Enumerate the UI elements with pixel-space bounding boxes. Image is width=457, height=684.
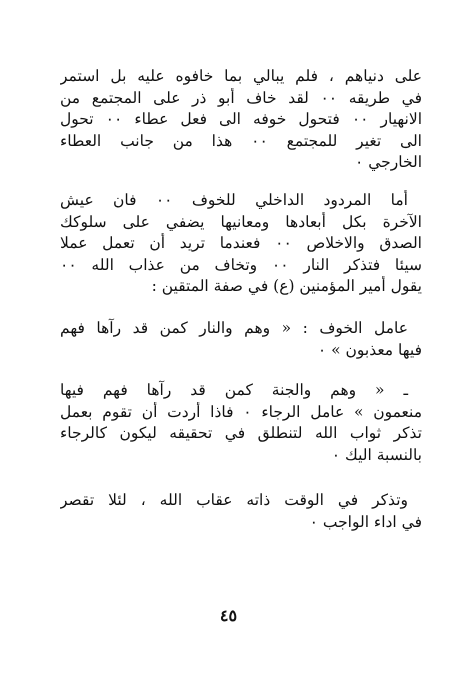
text-line: تذكر ثواب الله لتنطلق في تحقيقه ليكون كالرجاء (60, 424, 422, 442)
paragraph-2 (60, 190, 422, 298)
text-line: ـ « وهم والجنة كمن قد رآها فهم فيها (60, 381, 408, 399)
text-line: الانهيار ٠٠ فتحول خوفه الى فعل عطاء ٠٠ تحول (60, 110, 422, 128)
paragraph-3 (60, 318, 422, 361)
text-line: منعمون » عامل الرجاء ٠ فاذا أردت أن تقوم بعمل (60, 402, 422, 421)
text-line: بالنسبة اليك ٠ (331, 445, 422, 464)
paragraph-1 (60, 66, 422, 174)
text-line: فيها معذبون » ٠ (317, 340, 422, 359)
paragraph-5 (60, 490, 422, 533)
text-line: وتذكر في الوقت ذاته عقاب الله ، لئلا تقصر (60, 491, 408, 509)
text-line: الصدق والاخلاص ٠٠ فعندما تريد أن تعمل عملا (60, 234, 422, 252)
text-line: في اداء الواجب ٠ (309, 512, 422, 531)
text-line: في طريقه ٠٠ لقد خاف أبو ذر على المجتمع من (60, 88, 422, 107)
text-line: عامل الخوف : « وهم والنار كمن قد رآها فهم (60, 319, 408, 337)
text-line: الى تغير للمجتمع ٠٠ هذا من جانب العطاء (60, 131, 422, 150)
text-line: يقول أمير المؤمنين (ع) في صفة المتقين : (151, 277, 422, 295)
page-number: ٤٥ (219, 606, 238, 625)
text-line: الآخرة بكل أبعادها ومعانيها يضفي على سلوكك (60, 212, 422, 231)
text-line: على دنياهم ، فلم يبالي بما خافوه عليه بل استمر (60, 67, 422, 85)
text-line: سيئا فتذكر النار ٠٠ وتخاف من عذاب الله ٠٠ (60, 255, 422, 274)
text-line: أما المردود الداخلي للخوف ٠٠ فان عيش (60, 191, 408, 209)
text-line: الخارجي ٠ (355, 153, 422, 171)
paragraph-4 (60, 380, 422, 466)
